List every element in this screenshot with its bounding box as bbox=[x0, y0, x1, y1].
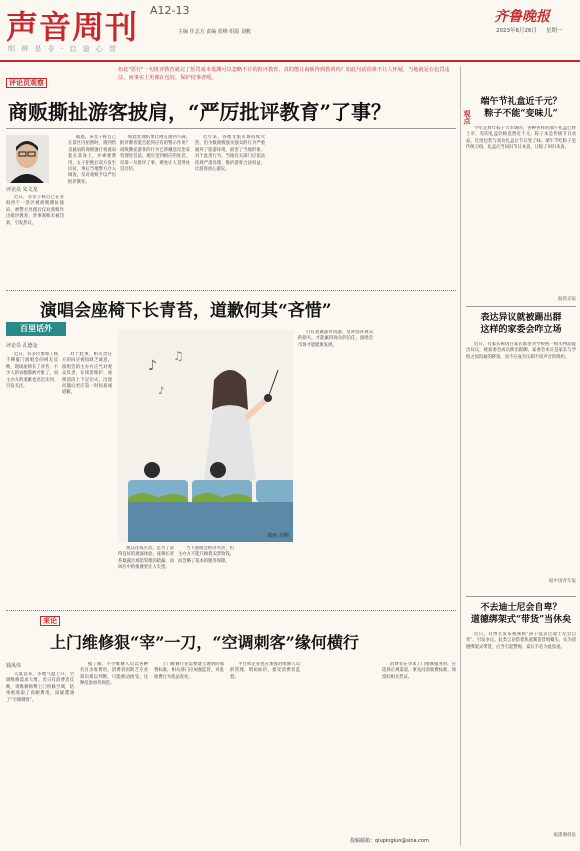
masthead-slogan: 明 辨 是 非 · 启 迪 心 智 bbox=[8, 45, 119, 53]
article3-paragraph-2: 据了解，不少维修人员以各种名目多收费用，消费者因缺乏专业知识难以判断，只能被动接受。这种乱象亟待规范。 bbox=[80, 662, 148, 687]
sidebar-tag: 观点 bbox=[463, 110, 472, 124]
sidebar-item-3-byline: 据潇湘晨报 bbox=[553, 833, 576, 838]
article1-column-3 bbox=[120, 135, 190, 285]
sidebar-item-2-byline: 据中国青年报 bbox=[549, 579, 576, 584]
sidebar-item-2-title: 表达异议就被踢出群 这样的家委会咋立场 bbox=[480, 313, 562, 335]
article3-byline: 钱凤伟 bbox=[6, 663, 22, 669]
cartoon-art bbox=[118, 330, 293, 542]
article3-column-6 bbox=[382, 662, 456, 827]
masthead-rule bbox=[0, 60, 580, 62]
article2-paragraph-4: 当下演唱会经济火热，但主办方不能只顾着卖票收钱，而忽略了基本的服务保障。 bbox=[178, 546, 234, 564]
article1-paragraph-2: 据悉，该女子称自己在景区内拍照时，遇到售卖披肩的商贩强行将披肩套在其身上，并索要费用，女子拒绝后双方发生拉扯，事后当地警方介入调查，仅对商贩予以严厉批评教育。 bbox=[68, 135, 116, 185]
sidebar-item-3-paragraph: 近日，有博主发布视频称“孩子没去过迪士尼会自卑”，引发争议。此类言论借着焦虑制造营销噱头，实为道德绑架式带货，应当引起警惕，家长不必为此焦虑。 bbox=[466, 632, 576, 650]
article1-column-2 bbox=[68, 135, 116, 285]
author-portrait bbox=[6, 135, 49, 183]
sidebar-item-3 bbox=[466, 602, 576, 838]
article3-paragraph-4: 平台和企业也应加强对维修人员的管理，明码标价，接受消费者监督。 bbox=[230, 662, 300, 680]
section-tag-commentary bbox=[6, 78, 47, 88]
article2-column-7 bbox=[378, 330, 456, 604]
article2-column-3 bbox=[118, 546, 174, 604]
article1-column-5 bbox=[270, 135, 340, 285]
article3-column-1 bbox=[6, 672, 74, 842]
svg-text:♫: ♫ bbox=[173, 349, 184, 363]
article1-column-4 bbox=[195, 135, 265, 285]
article2-paragraph-3: 观众花钱买票，是为了获得良好的观演体验。座椅长青苔暴露出场馆管理的疏漏，而回应中的推诿更让人失望。 bbox=[118, 546, 174, 571]
sidebar-item-3-title: 不去迪士尼会自卑？ 道德绑架式“带货”当休矣 bbox=[470, 603, 572, 625]
article1-column-1 bbox=[6, 195, 64, 285]
sidebar-item-1-byline: 据新京报 bbox=[558, 297, 576, 302]
article2-paragraph-2: 对于此事，相关责任方的回应被指缺乏诚意。演唱会的主办方应当对观众负责，在场馆维护、座椅清洁上下足功夫，出现问题后更应第一时间真诚道歉。 bbox=[62, 352, 112, 396]
portrait-image bbox=[6, 135, 49, 183]
masthead bbox=[0, 0, 580, 62]
submission-email: 投稿邮箱：qlupinglun@sina.com bbox=[350, 838, 429, 844]
article1-headline: 商贩撕扯游客披肩，“严厉批评教育”了事？ bbox=[8, 100, 392, 124]
laitui-tag-label: 来论 bbox=[40, 616, 60, 626]
sidebar-item-1-title: 端午节礼盒近千元？ 粽子不能“变味儿” bbox=[480, 97, 562, 119]
sidebar-item-2 bbox=[466, 312, 576, 584]
article1-column-6 bbox=[345, 135, 445, 285]
weekday: 星期一 bbox=[546, 28, 563, 34]
section-tag-baili bbox=[6, 322, 66, 336]
article1-bottom-rule bbox=[6, 290, 456, 291]
section-tag-laitui bbox=[40, 616, 60, 626]
article2-byline: 评论员 孔德金 bbox=[6, 343, 38, 349]
article2-paragraph-1: 近日，有多位参加了杨千嬅厦门演唱会的网友反映，现场座椅长了青苔，不少人的衣服都被弄脏了，而主办方的道歉也迟迟未到，引发关注。 bbox=[6, 352, 58, 390]
sidebar-item-2-body bbox=[466, 342, 576, 578]
masthead-title: 声音周刊 bbox=[6, 8, 139, 46]
sidebar-item-1 bbox=[463, 96, 576, 302]
article2-column-1 bbox=[6, 352, 58, 604]
svg-text:♪: ♪ bbox=[148, 358, 157, 374]
article1-rule bbox=[6, 128, 456, 129]
banner-note: 如此"惩行"一句批评教育就完了惩罚成本低渊可以忽略不计的批评教育，真的能让商贩得到教训吗？如此句话很难不让人怀疑，当地就是在包罚违法，而事实上更像在包庇，保护侵事者呢。 bbox=[118, 67, 450, 81]
sidebar-divider bbox=[460, 66, 461, 846]
article3-column-4 bbox=[230, 662, 300, 842]
svg-text:♪: ♪ bbox=[158, 386, 165, 397]
article3-column-2 bbox=[80, 662, 148, 842]
editors-line: 主编 任志方 责编 蓝峰 组版 刘帆 bbox=[178, 29, 251, 35]
sidebar-rule-1 bbox=[466, 306, 576, 307]
article1-paragraph-4: 近年来，各地文旅市场持续火热，但少数商贩强买强卖的行为严重破坏了旅游环境，损害了当地形象。对于此类行为，当地有关部门应依法依规严肃处理，维护游客合法权益，让游客放心游玩。 bbox=[195, 135, 265, 173]
article3-column-3 bbox=[154, 662, 224, 842]
sidebar-item-1-body bbox=[466, 126, 576, 296]
article3-column-5 bbox=[306, 662, 376, 832]
article2-column-4 bbox=[178, 546, 234, 604]
article1-paragraph-3: 如此处理结果让网友感到不满。批评教育能否起到应有的警示作用？商贩撕扯游客的行为已涉嫌违反治安管理处罚法，理应受到相应的处罚，仅靠一句批评了事，难免让人觉得处罚过轻。 bbox=[120, 135, 190, 173]
sidebar-item-3-body bbox=[466, 632, 576, 832]
article1-byline: 评论员 朱文龙 bbox=[6, 187, 38, 193]
article3-paragraph-1: 入夏以来，多地气温上升，空调维修需求大增。近日有消费者反映，请维修师傅上门检修空调，结果被收取了高额费用，质疑遭遇了“空调刺客”。 bbox=[6, 672, 74, 703]
article2-column-5 bbox=[238, 546, 294, 604]
sidebar-item-2-paragraph: 近日，有家长称因在家长群里对学校统一购买物品提出异议，被家委会成员移出群聊。家委会本应是家长与学校之间沟通的桥梁，而不应成为压制不同声音的组织。 bbox=[466, 342, 576, 360]
sidebar-rule-2 bbox=[466, 596, 576, 597]
baili-tag-label: 百里话外 bbox=[20, 324, 52, 333]
article1-paragraph-1: 近日，有女子称自己在青海西宁一景区被商贩撕扯披肩，被警方处理后仅对商贩作出批评教育，涉事商贩未被罚款，引发热议。 bbox=[6, 195, 64, 226]
brand-logo: 齐鲁晚报 bbox=[494, 9, 550, 25]
article3-headline: 上门维修狠“宰”一刀，“空调刺客”缘何横行 bbox=[50, 633, 359, 652]
date: 2023年6月26日 bbox=[496, 28, 537, 34]
article3-paragraph-5: 消费者在寻求上门维修服务时，应选择正规渠道，事先问清收费标准，保留好相关凭证。 bbox=[382, 662, 456, 680]
cartoon-illustration bbox=[118, 330, 293, 542]
sidebar-item-1-paragraph: 今年是周年粽子大市场的，各种各样的端午礼盒已经上市，有的礼盒价格竟然近千元。粽子本是传统节日食品，过度包装与高价礼盒让节日变了味。端午节吃粽子是传统习俗，礼盒应当回归节日本意，让粽子回归本真。 bbox=[466, 126, 576, 151]
article3-paragraph-3: 上门维修行业需要建立透明的收费标准，相关部门应加强监管，对乱收费行为依法查处。 bbox=[154, 662, 224, 680]
page-number: A12-13 bbox=[150, 4, 190, 17]
article2-paragraph-5: 只有真诚面对问题、及时弥补观众的损失，才能赢得观众的信任，演唱会市场才能健康发展。 bbox=[298, 330, 373, 348]
article2-column-6 bbox=[298, 330, 373, 604]
commentary-tag-label: 评论员观察 bbox=[6, 78, 47, 88]
article2-column-2 bbox=[62, 352, 112, 604]
article2-bottom-rule bbox=[6, 610, 456, 611]
article2-headline: 演唱会座椅下长青苔，道歉何其“吝惜” bbox=[40, 301, 332, 321]
illustration-caption: 插画 胡鹏 bbox=[267, 533, 289, 539]
